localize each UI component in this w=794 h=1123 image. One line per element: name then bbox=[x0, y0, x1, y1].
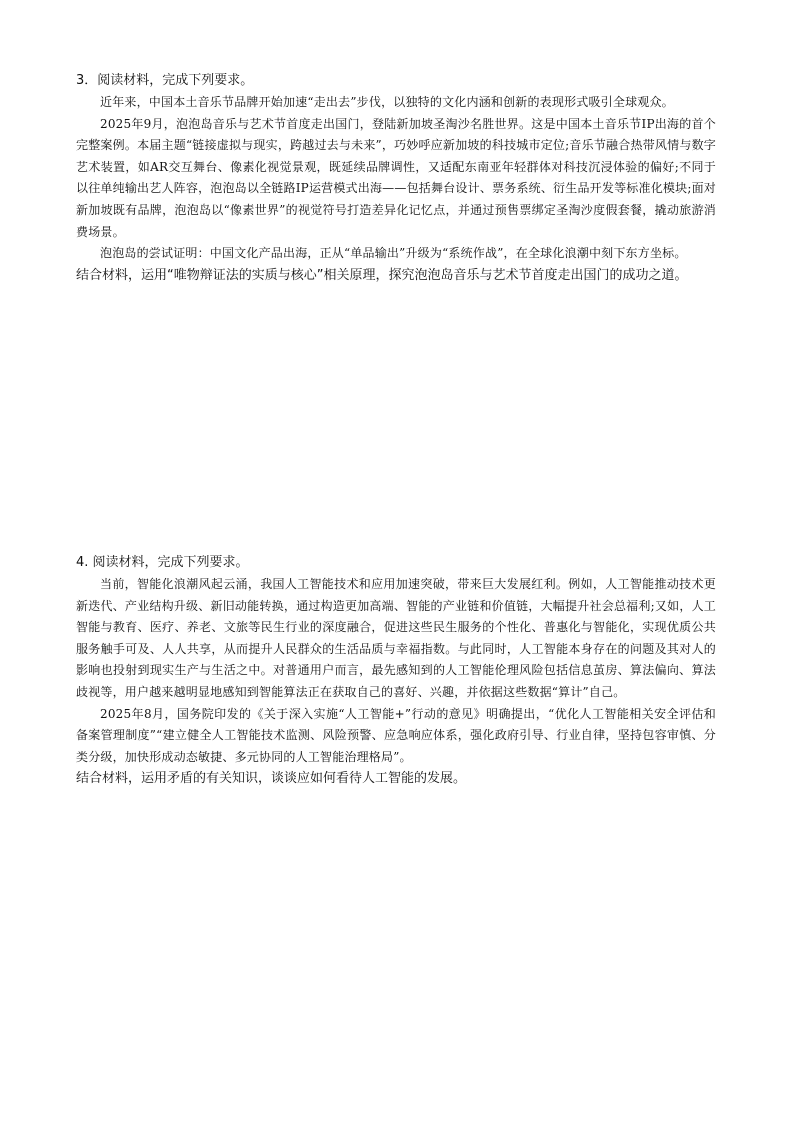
question-4 bbox=[76, 552, 716, 790]
question-3 bbox=[76, 70, 716, 287]
question-3-task: 结合材料，运用“唯物辩证法的实质与核心”相关原理，探究泡泡岛音乐与艺术节首度走出国门的成功之道。 bbox=[76, 267, 688, 283]
question-4-paragraph-2: 2025年8月，国务院印发的《关于深入实施“人工智能+”行动的意见》明确提出，“优化人工智能相关安全评估和备案管理制度”“建立健全人工智能技术监测、风险预警、应急响应体系，强化政府引导、行业自律，坚持包容审慎、分类分级，加快形成动态敏捷、多元协同的人工智能治理格局”。 bbox=[76, 706, 716, 764]
question-4-title: 4. 阅读材料，完成下列要求。 bbox=[76, 555, 249, 570]
question-3-title: 3．阅读材料，完成下列要求。 bbox=[76, 73, 254, 88]
question-3-paragraph-2: 2025年9月，泡泡岛音乐与艺术节首度走出国门，登陆新加坡圣淘沙名胜世界。这是中国本土音乐节IP出海的首个完整案例。本届主题“链接虚拟与现实，跨越过去与未来”，巧妙呼应新加坡的科技城市定位;音乐节融合热带风情与数字艺术装置，如AR交互舞台、像素化视觉景观，既延续品牌调性，又适配东南亚年轻群体对科技沉浸体验的偏好;不同于以往单纯输出艺人阵容，泡泡岛以全链路IP运营模式出海——包括舞台设计、票务系统、衍生品开发等标准化模块;面对新加坡既有品牌，泡泡岛以“像素世界”的视觉符号打造差异化记忆点，并通过预售票绑定圣淘沙度假套餐，撬动旅游消费场景。 bbox=[76, 116, 716, 239]
question-3-paragraph-1: 近年来，中国本土音乐节品牌开始加速“走出去”步伐，以独特的文化内涵和创新的表现形式吸引全球观众。 bbox=[100, 95, 674, 109]
question-3-paragraph-3: 泡泡岛的尝试证明：中国文化产品出海，正从“单品输出”升级为“系统作战”，在全球化浪潮中刻下东方坐标。 bbox=[100, 246, 687, 261]
question-4-task: 结合材料，运用矛盾的有关知识，谈谈应如何看待人工智能的发展。 bbox=[76, 771, 467, 787]
question-4-paragraph-1: 当前，智能化浪潮风起云涌，我国人工智能技术和应用加速突破，带来巨大发展红利。例如，人工智能推动技术更新迭代、产业结构升级、新旧动能转换，通过构造更加高端、智能的产业链和价值链，大幅提升社会总福利;又如，人工智能与教育、医疗、养老、文旅等民生行业的深度融合，促进这些民生服务的个性化、普惠化与智能化，实现优质公共服务触手可及、人人共享，从而提升人民群众的生活品质与幸福指数。与此同时，人工智能本身存在的问题及其对人的影响也投射到现实生产与生活之中。对普通用户而言，最先感知到的人工智能伦理风险包括信息茧房、算法偏向、算法歧视等，用户越来越明显地感知到智能算法正在获取自己的喜好、兴趣，并依据这些数据“算计”自己。 bbox=[76, 577, 716, 699]
